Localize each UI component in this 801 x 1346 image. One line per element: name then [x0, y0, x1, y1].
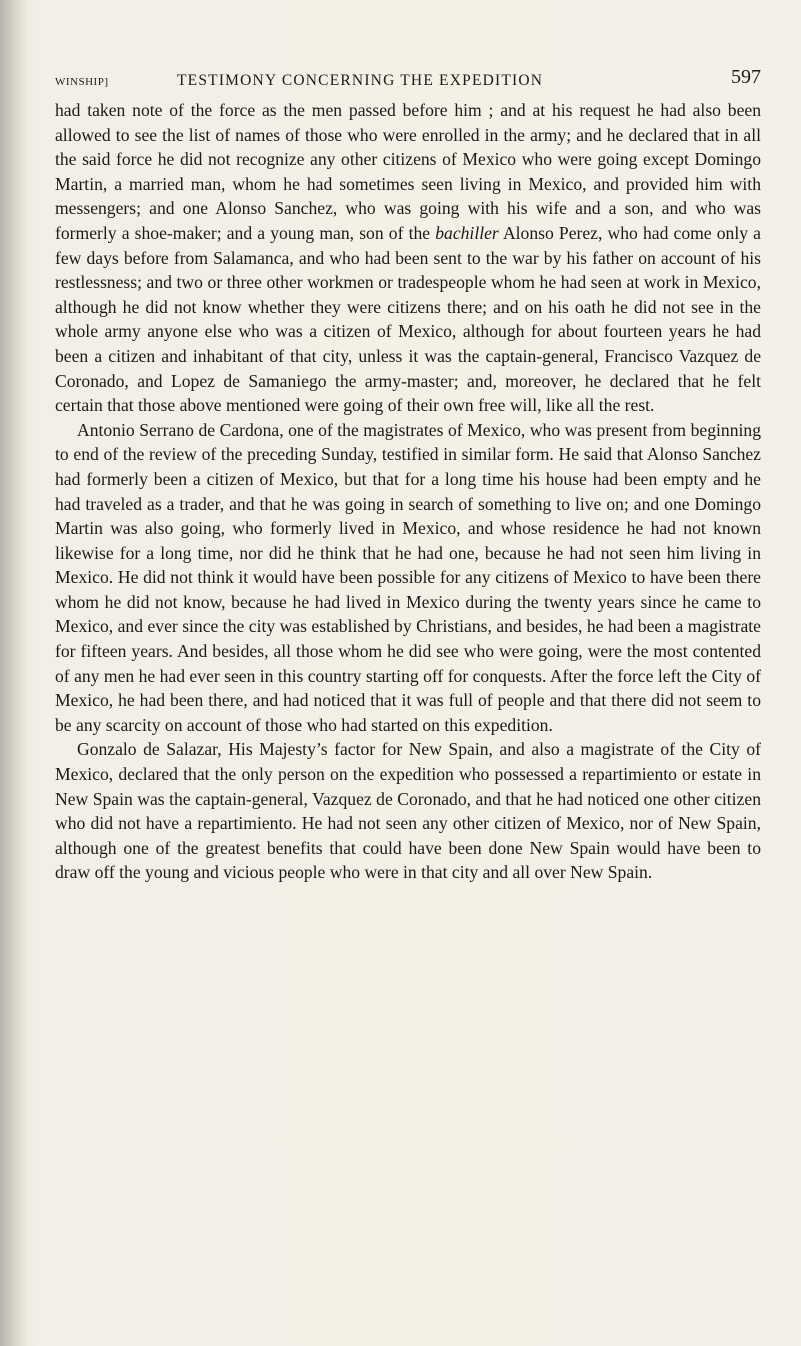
- running-head-title: TESTIMONY CONCERNING THE EXPEDITION: [177, 72, 544, 89]
- running-head-author: WINSHIP]: [55, 76, 109, 88]
- page-number: 597: [731, 66, 761, 88]
- running-head: [55, 66, 761, 94]
- binding-gutter-shadow: [0, 0, 28, 1346]
- paragraph-1-text-before: had taken note of the force as the men passed before him ; and at his request he had also been allowed to see the list of names of those who were enrolled in the army; and he declared that in all the said force he did not recognize any other citizens of Mexico who were going except Domingo Martin, a married man, whom he had sometimes seen living in Mexico, and provided him with messengers; and one Alonso Sanchez, who was going with his wife and a son, and who was formerly a shoe-maker; and a young man, son of the: [55, 100, 761, 243]
- paragraph-3: Gonzalo de Salazar, His Majesty’s factor for New Spain, and also a magistrate of the City of Mexico, declared that the only person on the expedition who possessed a repartimiento or estate in New Spain was the captain-general, Vazquez de Coronado, and that he had noticed one other citizen who did not have a repartimiento. He had not seen any other citizen of Mexico, nor of New Spain, although one of the greatest benefits that could have been done New Spain would have been to draw off the young and vicious people who were in that city and all over New Spain.: [55, 739, 761, 883]
- paragraph-1-text-after: Alonso Perez, who had come only a few days before from Salamanca, and who had been sent to the war by his father on account of his restlessness; and two or three other workmen or tradespeople whom he had seen at work in Mexico, although he did not know whether they were citizens there; and on his oath he did not see in the whole army anyone else who was a citizen of Mexico, although for about fourteen years he had been a citizen and inhabitant of that city, unless it was the captain-general, Francisco Vazquez de Coronado, and Lopez de Samaniego the army-master; and, moreover, he declared that he felt certain that those above mentioned were going of their own free will, like all the rest.: [55, 222, 761, 416]
- body-text: [55, 98, 761, 885]
- paragraph-1: [55, 98, 761, 418]
- paragraph-2: Antonio Serrano de Cardona, one of the magistrates of Mexico, who was present from beginning to end of the review of the preceding Sunday, testified in similar form. He said that Alonso Sanchez had formerly been a citizen of Mexico, but that for a long time his house had been empty and he had traveled as a trader, and that he was going in search of something to live on; and one Domingo Martin was also going, who formerly lived in Mexico, and whose residence he had not known likewise for a long time, nor did he think that he had one, because he had not seen him living in Mexico. He did not think it would have been possible for any citizens of Mexico to have been there whom he did not know, because he had lived in Mexico during the twenty years since he came to Mexico, and ever since the city was established by Christians, and besides, he had been a magistrate for fifteen years. And besides, all those whom he did see who were going, were the most contented of any men he had ever seen in this country starting off for conquests. After the force left the City of Mexico, he had been there, and had noticed that it was full of people and that there did not seem to be any scarcity on account of those who had started on this expedition.: [55, 419, 761, 735]
- italic-term-bachiller: bachiller: [435, 222, 499, 243]
